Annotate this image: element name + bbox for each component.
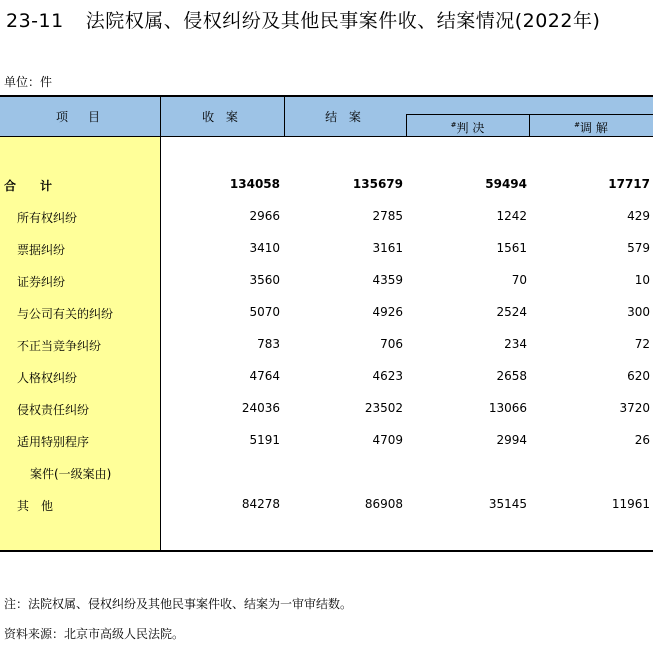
cell-received: 783 [257,337,280,351]
cell-judgment: 2658 [496,369,527,383]
cell-concluded: 23502 [364,401,403,415]
cell-received: 5070 [249,305,280,319]
table-row [0,271,653,291]
cell-mediation: 300 [627,305,650,319]
table-row [0,367,653,387]
row-label: 与公司有关的纠纷 [17,307,114,321]
row-label: 侵权责任纠纷 [17,403,90,417]
table-row [0,207,653,227]
cell-mediation: 579 [627,241,650,255]
cell-mediation: 17717 [608,177,650,191]
table-row [0,239,653,259]
cell-concluded: 706 [380,337,403,351]
cell-received: 2966 [249,209,280,223]
cell-received: 3560 [249,273,280,287]
table-row [0,335,653,355]
cell-mediation: 3720 [619,401,650,415]
row-label: 合 计 [4,179,53,193]
cell-received: 84278 [241,497,280,511]
cell-received: 3410 [249,241,280,255]
row-label: 适用特别程序 [17,435,90,449]
cell-concluded: 135679 [352,177,403,191]
cell-judgment: 234 [504,337,527,351]
table-row [0,303,653,323]
table-title: 法院权属、侵权纠纷及其他民事案件收、结案情况(2022年) [85,10,601,32]
cell-concluded: 4926 [372,305,403,319]
cell-concluded: 4623 [372,369,403,383]
row-label: 证券纠纷 [17,275,66,289]
header-rule [0,136,653,137]
cell-judgment: 2994 [496,433,527,447]
table-row [0,495,653,515]
cell-judgment: 35145 [488,497,527,511]
cell-judgment: 1561 [496,241,527,255]
table-number: 23-11 [6,10,64,32]
row-label: 人格权纠纷 [17,371,78,385]
page-title [6,6,600,33]
header-mediation-mark: # [574,121,581,129]
row-label: 所有权纠纷 [17,211,78,225]
row-label: 其 他 [17,499,54,513]
footnote: 注：法院权属、侵权纠纷及其他民事案件收、结案为一审审结数。 [4,597,353,611]
row-label: 不正当竞争纠纷 [17,339,102,353]
cell-concluded: 86908 [364,497,403,511]
cell-received: 24036 [241,401,280,415]
cell-judgment: 2524 [496,305,527,319]
cell-judgment: 1242 [496,209,527,223]
cell-mediation: 26 [634,433,650,447]
header-judgment-mark: # [450,121,457,129]
row-label: 案件(一级案由) [30,467,112,481]
row-label: 票据纠纷 [17,243,66,257]
cell-judgment: 70 [511,273,527,287]
subheader-rule [406,114,653,115]
cell-received: 5191 [249,433,280,447]
cell-mediation: 620 [627,369,650,383]
header-concluded: 结 案 [325,110,365,124]
top-rule [0,95,653,97]
table-row-continuation [0,463,653,483]
cell-concluded: 4359 [372,273,403,287]
table-row [0,399,653,419]
source-note: 资料来源：北京市高级人民法院。 [4,627,185,641]
table-row [0,431,653,451]
bottom-rule [0,550,653,552]
cell-mediation: 10 [634,273,650,287]
header-item: 项 目 [55,110,104,124]
table-row-total [0,175,653,195]
cell-concluded: 3161 [372,241,403,255]
header-judgment: #判 决 [450,121,485,135]
cell-judgment: 13066 [488,401,527,415]
cell-judgment: 59494 [485,177,527,191]
unit-label: 单位：件 [4,75,53,89]
cell-received: 134058 [229,177,280,191]
cell-mediation: 429 [627,209,650,223]
cell-mediation: 11961 [611,497,650,511]
cell-concluded: 2785 [372,209,403,223]
header-received: 收 案 [202,110,242,124]
cell-concluded: 4709 [372,433,403,447]
cell-received: 4764 [249,369,280,383]
cell-mediation: 72 [634,337,650,351]
header-mediation: #调 解 [574,121,608,135]
